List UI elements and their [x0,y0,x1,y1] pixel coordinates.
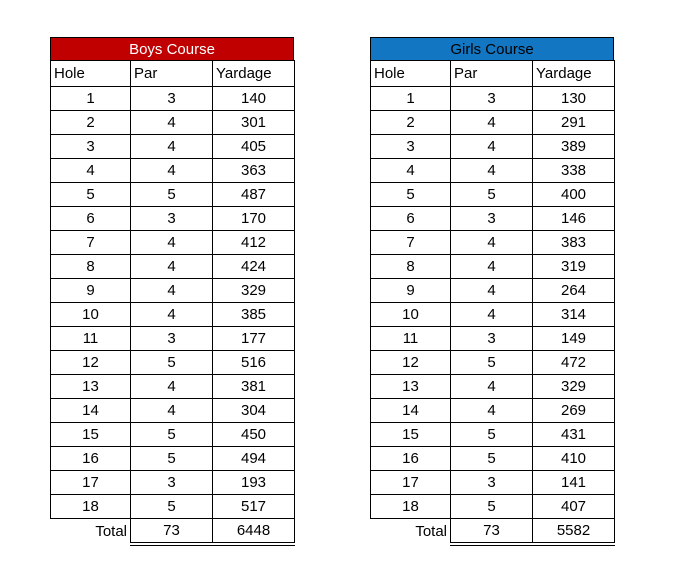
par-cell: 3 [451,207,533,231]
par-cell: 4 [131,303,213,327]
par-cell: 4 [131,231,213,255]
table-row [371,327,615,351]
yardage-cell: 385 [213,303,295,327]
yardage-cell: 314 [533,303,615,327]
table-row [371,279,615,303]
hole-cell: 13 [51,375,131,399]
par-cell: 3 [451,87,533,111]
table-row [51,231,295,255]
yardage-cell: 141 [533,471,615,495]
par-cell: 4 [131,399,213,423]
table-row [371,423,615,447]
yardage-cell: 412 [213,231,295,255]
par-cell: 4 [451,231,533,255]
hole-cell: 15 [51,423,131,447]
total-row [371,519,615,545]
column-header-hole: Hole [51,61,131,87]
yardage-cell: 400 [533,183,615,207]
hole-cell: 3 [51,135,131,159]
par-cell: 3 [131,471,213,495]
hole-cell: 6 [51,207,131,231]
table-row [371,375,615,399]
table-row [371,87,615,111]
table-row [51,207,295,231]
yardage-cell: 424 [213,255,295,279]
total-label: Total [371,519,451,545]
hole-cell: 2 [51,111,131,135]
boys-course-table [50,37,294,546]
table-row [51,495,295,519]
table-row [371,135,615,159]
par-cell: 4 [131,159,213,183]
yardage-cell: 130 [533,87,615,111]
par-cell: 4 [451,111,533,135]
hole-cell: 12 [51,351,131,375]
hole-cell: 12 [371,351,451,375]
par-cell: 4 [451,375,533,399]
hole-cell: 16 [51,447,131,471]
table-row [371,159,615,183]
girls-course-grid [370,60,615,546]
hole-cell: 17 [51,471,131,495]
par-cell: 5 [451,351,533,375]
hole-cell: 11 [371,327,451,351]
yardage-cell: 431 [533,423,615,447]
par-cell: 3 [451,471,533,495]
hole-cell: 18 [51,495,131,519]
table-row [371,303,615,327]
par-cell: 4 [131,255,213,279]
table-row [51,111,295,135]
column-header-row [51,61,295,87]
table-row [371,351,615,375]
par-cell: 5 [451,423,533,447]
yardage-cell: 472 [533,351,615,375]
par-cell: 3 [131,87,213,111]
hole-cell: 16 [371,447,451,471]
yardage-cell: 381 [213,375,295,399]
hole-cell: 5 [371,183,451,207]
column-header-par: Par [451,61,533,87]
par-cell: 4 [451,279,533,303]
yardage-cell: 450 [213,423,295,447]
hole-cell: 13 [371,375,451,399]
table-row [51,303,295,327]
total-par-value: 73 [451,519,533,545]
boys-course-grid [50,60,295,546]
hole-cell: 1 [51,87,131,111]
girls-course-table [370,37,614,546]
par-cell: 4 [451,135,533,159]
table-row [51,423,295,447]
yardage-cell: 407 [533,495,615,519]
table-row [51,327,295,351]
yardage-cell: 140 [213,87,295,111]
table-row [371,183,615,207]
par-cell: 5 [131,351,213,375]
par-cell: 3 [131,327,213,351]
column-header-par: Par [131,61,213,87]
hole-cell: 10 [371,303,451,327]
table-row [51,183,295,207]
table-row [51,447,295,471]
table-row [371,111,615,135]
par-cell: 5 [451,447,533,471]
hole-cell: 8 [371,255,451,279]
table-row [371,447,615,471]
hole-cell: 7 [371,231,451,255]
yardage-cell: 494 [213,447,295,471]
par-cell: 5 [131,495,213,519]
total-yardage-value: 6448 [213,519,295,545]
hole-cell: 11 [51,327,131,351]
hole-cell: 7 [51,231,131,255]
yardage-cell: 329 [213,279,295,303]
par-cell: 4 [131,279,213,303]
yardage-cell: 363 [213,159,295,183]
par-cell: 5 [131,423,213,447]
hole-cell: 4 [51,159,131,183]
hole-cell: 9 [371,279,451,303]
par-cell: 4 [131,375,213,399]
total-label: Total [51,519,131,545]
par-cell: 5 [451,183,533,207]
hole-cell: 1 [371,87,451,111]
yardage-cell: 338 [533,159,615,183]
yardage-cell: 177 [213,327,295,351]
column-header-yardage: Yardage [213,61,295,87]
yardage-cell: 170 [213,207,295,231]
yardage-cell: 301 [213,111,295,135]
table-row [371,207,615,231]
hole-cell: 18 [371,495,451,519]
column-header-row [371,61,615,87]
table-row [51,375,295,399]
yardage-cell: 383 [533,231,615,255]
yardage-cell: 193 [213,471,295,495]
yardage-cell: 410 [533,447,615,471]
hole-cell: 17 [371,471,451,495]
yardage-cell: 264 [533,279,615,303]
table-row [51,471,295,495]
par-cell: 3 [451,327,533,351]
hole-cell: 10 [51,303,131,327]
hole-cell: 8 [51,255,131,279]
table-row [51,351,295,375]
yardage-cell: 304 [213,399,295,423]
boys-course-title: Boys Course [50,37,294,60]
hole-cell: 14 [51,399,131,423]
par-cell: 5 [131,183,213,207]
hole-cell: 15 [371,423,451,447]
par-cell: 4 [451,159,533,183]
table-row [371,231,615,255]
yardage-cell: 329 [533,375,615,399]
yardage-cell: 269 [533,399,615,423]
total-yardage-value: 5582 [533,519,615,545]
table-row [371,255,615,279]
table-row [51,135,295,159]
column-header-hole: Hole [371,61,451,87]
hole-cell: 6 [371,207,451,231]
yardage-cell: 405 [213,135,295,159]
table-row [371,495,615,519]
par-cell: 5 [451,495,533,519]
table-row [51,255,295,279]
table-row [371,471,615,495]
par-cell: 4 [451,255,533,279]
par-cell: 4 [451,399,533,423]
hole-cell: 4 [371,159,451,183]
yardage-cell: 516 [213,351,295,375]
yardage-cell: 517 [213,495,295,519]
par-cell: 4 [131,135,213,159]
table-row [371,399,615,423]
hole-cell: 3 [371,135,451,159]
yardage-cell: 291 [533,111,615,135]
table-row [51,399,295,423]
par-cell: 4 [131,111,213,135]
par-cell: 3 [131,207,213,231]
girls-course-title: Girls Course [370,37,614,60]
hole-cell: 5 [51,183,131,207]
hole-cell: 9 [51,279,131,303]
par-cell: 4 [451,303,533,327]
yardage-cell: 389 [533,135,615,159]
table-row [51,87,295,111]
yardage-cell: 146 [533,207,615,231]
total-par-value: 73 [131,519,213,545]
yardage-cell: 149 [533,327,615,351]
total-row [51,519,295,545]
yardage-cell: 319 [533,255,615,279]
yardage-cell: 487 [213,183,295,207]
par-cell: 5 [131,447,213,471]
hole-cell: 2 [371,111,451,135]
hole-cell: 14 [371,399,451,423]
table-row [51,279,295,303]
table-row [51,159,295,183]
column-header-yardage: Yardage [533,61,615,87]
